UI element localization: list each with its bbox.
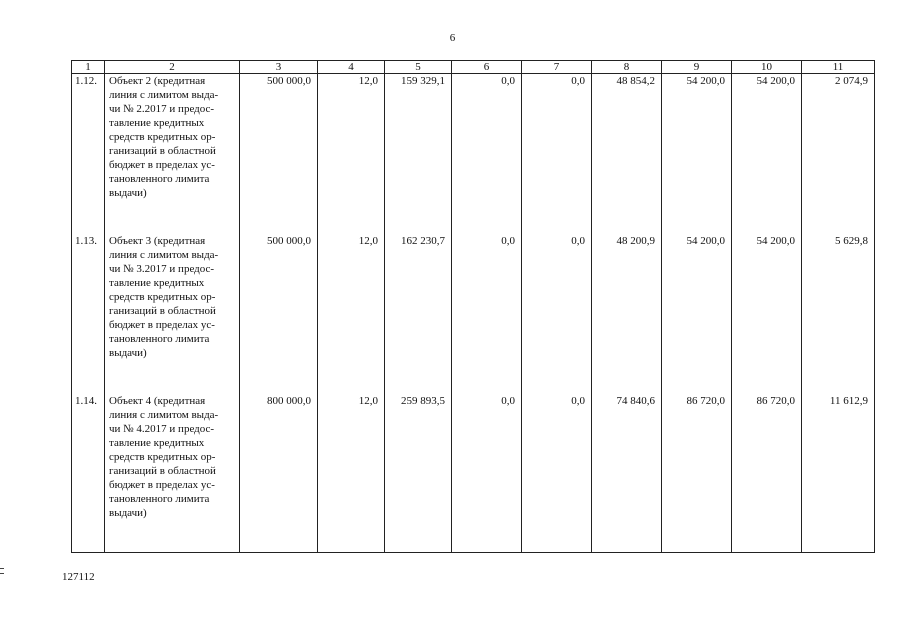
description-line: выдачи) — [109, 187, 147, 199]
cell-value: 0,0 — [452, 234, 522, 394]
column-header: 8 — [592, 61, 662, 74]
description-line: выдачи) — [109, 507, 147, 519]
table-header-row — [72, 61, 875, 74]
row-description — [105, 394, 240, 553]
cell-value: 54 200,0 — [662, 234, 732, 394]
column-header: 11 — [802, 61, 875, 74]
cell-value: 12,0 — [318, 394, 385, 553]
table-row — [72, 74, 875, 235]
row-code: 1.14. — [72, 394, 105, 553]
column-header: 6 — [452, 61, 522, 74]
column-header: 7 — [522, 61, 592, 74]
description-line: линия с лимитом выда- — [109, 89, 219, 101]
table-row — [72, 234, 875, 394]
cell-value: 54 200,0 — [732, 234, 802, 394]
cell-value: 5 629,8 — [802, 234, 875, 394]
cell-value: 162 230,7 — [385, 234, 452, 394]
description-line: тавление кредитных — [109, 277, 205, 289]
description-line: чи № 4.2017 и предос- — [109, 423, 215, 435]
table-row — [72, 394, 875, 553]
row-code: 1.12. — [72, 74, 105, 235]
column-header: 9 — [662, 61, 732, 74]
cell-value: 0,0 — [522, 394, 592, 553]
description-line: линия с лимитом выда- — [109, 249, 219, 261]
budget-table — [71, 60, 875, 553]
description-line: тановленного лимита — [109, 333, 210, 345]
description-line: бюджет в пределах ус- — [109, 159, 215, 171]
description-line: чи № 3.2017 и предос- — [109, 263, 215, 275]
description-line: средств кредитных ор- — [109, 131, 216, 143]
column-header: 5 — [385, 61, 452, 74]
column-header: 10 — [732, 61, 802, 74]
description-line: тавление кредитных — [109, 437, 205, 449]
description-line: тановленного лимита — [109, 493, 210, 505]
description-line: Объект 3 (кредитная — [109, 235, 206, 247]
description-line: линия с лимитом выда- — [109, 409, 219, 421]
column-header: 4 — [318, 61, 385, 74]
description-line: ганизаций в областной — [109, 145, 216, 157]
cell-value: 2 074,9 — [802, 74, 875, 235]
document-code: 127112 — [62, 571, 95, 583]
description-line: средств кредитных ор- — [109, 451, 216, 463]
description-line: бюджет в пределах ус- — [109, 479, 215, 491]
cell-value: 54 200,0 — [662, 74, 732, 235]
cell-value: 48 200,9 — [592, 234, 662, 394]
cell-value: 86 720,0 — [732, 394, 802, 553]
description-line: ганизаций в областной — [109, 305, 216, 317]
cell-value: 0,0 — [452, 74, 522, 235]
cell-value: 800 000,0 — [240, 394, 318, 553]
column-header: 1 — [72, 61, 105, 74]
cell-value: 259 893,5 — [385, 394, 452, 553]
cell-value: 12,0 — [318, 234, 385, 394]
page-number: 6 — [449, 32, 456, 44]
column-header: 3 — [240, 61, 318, 74]
description-line: выдачи) — [109, 347, 147, 359]
description-line: Объект 2 (кредитная — [109, 75, 206, 87]
cell-value: 54 200,0 — [732, 74, 802, 235]
column-header: 2 — [105, 61, 240, 74]
cell-value: 500 000,0 — [240, 74, 318, 235]
description-line: Объект 4 (кредитная — [109, 395, 206, 407]
cell-value: 48 854,2 — [592, 74, 662, 235]
row-description — [105, 234, 240, 394]
row-description — [105, 74, 240, 235]
cell-value: 0,0 — [452, 394, 522, 553]
cell-value: 159 329,1 — [385, 74, 452, 235]
cell-value: 11 612,9 — [802, 394, 875, 553]
cell-value: 12,0 — [318, 74, 385, 235]
row-code: 1.13. — [72, 234, 105, 394]
cell-value: 0,0 — [522, 234, 592, 394]
description-line: средств кредитных ор- — [109, 291, 216, 303]
description-line: тавление кредитных — [109, 117, 205, 129]
cell-value: 86 720,0 — [662, 394, 732, 553]
margin-mark — [0, 568, 4, 574]
description-line: чи № 2.2017 и предос- — [109, 103, 215, 115]
description-line: ганизаций в областной — [109, 465, 216, 477]
description-line: бюджет в пределах ус- — [109, 319, 215, 331]
description-line: тановленного лимита — [109, 173, 210, 185]
cell-value: 74 840,6 — [592, 394, 662, 553]
cell-value: 500 000,0 — [240, 234, 318, 394]
cell-value: 0,0 — [522, 74, 592, 235]
